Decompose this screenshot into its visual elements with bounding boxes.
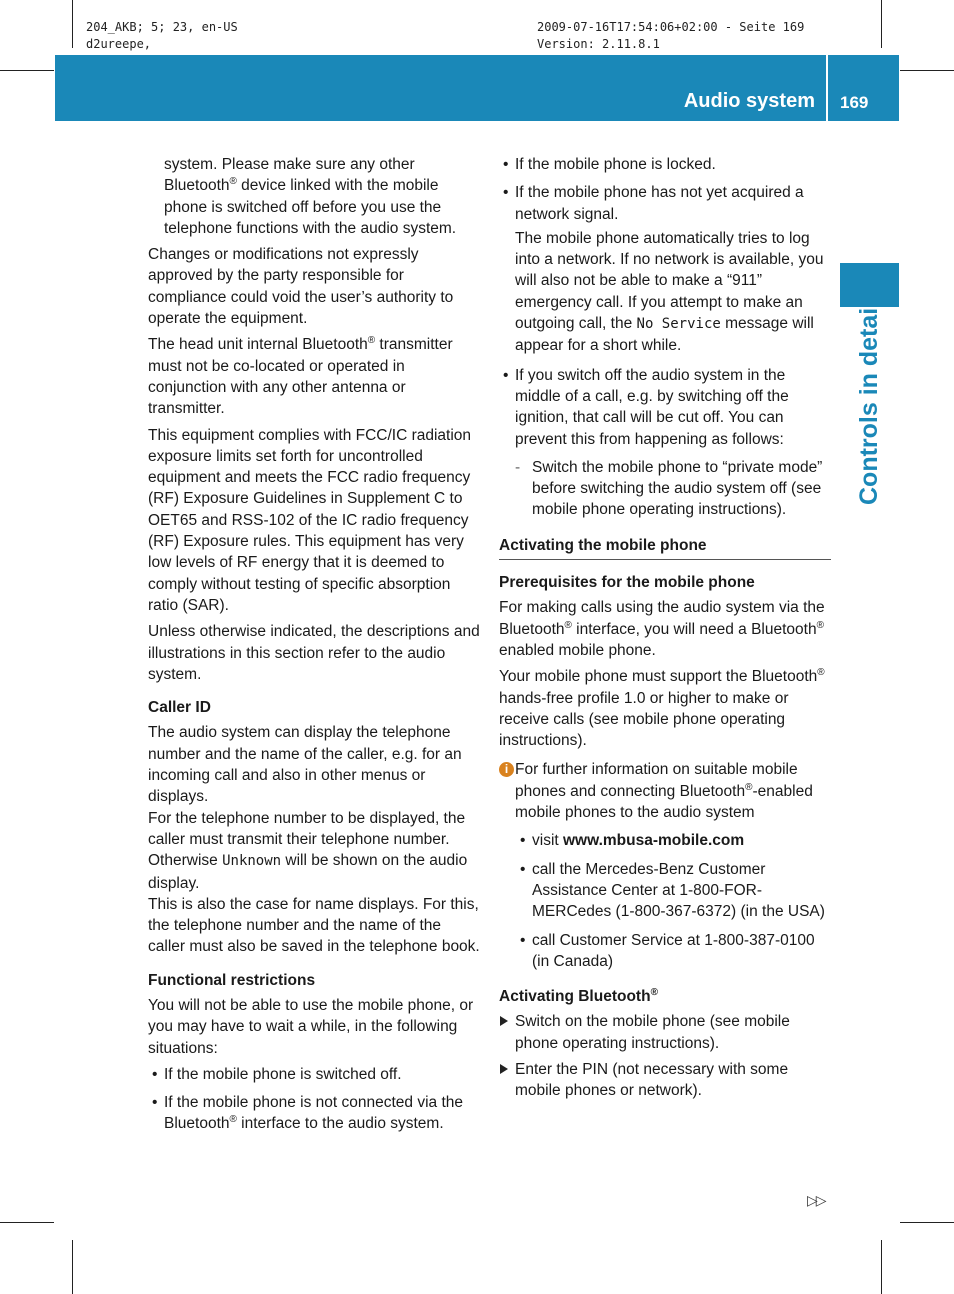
print-meta-left: 204_AKB; 5; 23, en-US d2ureepe, <box>86 20 238 51</box>
paragraph: Your mobile phone must support the Bluetooth® hands-free profile 1.0 or higher to make or receive calls (see mobile phone operating instructions). <box>499 667 825 750</box>
crop-mark <box>72 0 73 48</box>
page-number: 169 <box>840 93 869 112</box>
step-item: Enter the PIN (not necessary with some mobile phones or network). <box>499 1059 831 1102</box>
heading-activating-bluetooth: Activating Bluetooth® <box>499 986 658 1006</box>
crop-mark <box>900 70 954 71</box>
heading-caller-id: Caller ID <box>148 699 211 717</box>
crop-mark <box>0 1222 54 1223</box>
list-item: • call Customer Service at 1-800-387-0100 (in Canada) <box>520 931 815 970</box>
paragraph: This equipment complies with FCC/IC radiation exposure limits set forth for uncontrolled equipment and meets the FCC radio frequency (RF) Exposure Guidelines in Supplement C to OET65 and RSS-102 of the IC radio frequency (RF) Exposure rules. This equipment has very low levels of RF energy that it is deemed to comply without testing of specific absorption ratio (SAR). <box>148 426 472 614</box>
list-item: • If you switch off the audio system in the middle of a call, e.g. by switching off the ignition, that call will be cut off. You can prevent this from happening as follows: <box>503 366 789 448</box>
step-arrow-icon <box>500 1064 508 1074</box>
info-icon: i <box>499 762 514 777</box>
paragraph: Unless otherwise indicated, the descriptions and illustrations in this section refer to the audio system. <box>148 623 480 683</box>
crop-mark <box>881 1240 882 1294</box>
info-note: i For further information on suitable mobile phones and connecting Bluetooth®-enabled mobile phones to the audio system <box>499 759 831 823</box>
heading-functional-restrictions: Functional restrictions <box>148 971 316 989</box>
paragraph: For the telephone number to be displayed, the caller must transmit their telephone number. Otherwise Unknown will be shown on the audio display. <box>148 809 468 892</box>
list-item: • visit www.mbusa-mobile.com <box>520 832 745 850</box>
chapter-label: Controls in detail <box>855 300 883 505</box>
paragraph: Changes or modifications not expressly approved by the party responsible for compliance could void the user’s authority to operate the equipment. <box>148 246 454 328</box>
heading-prerequisites: Prerequisites for the mobile phone <box>499 574 755 592</box>
crop-mark <box>881 0 882 48</box>
list-item: • If the mobile phone is switched off. <box>152 1065 402 1083</box>
header-band <box>55 55 899 121</box>
paragraph: This is also the case for name displays. For this, the telephone number and the name of the caller must also be saved in the telephone book. <box>148 895 480 956</box>
crop-mark <box>0 70 54 71</box>
sub-list-item: - Switch the mobile phone to “private mode” before switching the audio system off (see mobile phone operating instructions). <box>515 458 823 519</box>
print-meta-right: 2009-07-16T17:54:06+02:00 - Seite 169 Version: 2.11.8.1 <box>537 20 805 51</box>
right-column <box>499 154 831 1107</box>
crop-mark <box>900 1222 954 1223</box>
list-item: • If the mobile phone has not yet acquired a network signal. <box>503 184 804 223</box>
header-divider <box>826 55 828 121</box>
list-item: • call the Mercedes-Benz Customer Assistance Center at 1-800-FOR-MERCedes (1-800-367-6372) (in the USA) <box>520 860 825 921</box>
website-link[interactable]: www.mbusa-mobile.com <box>563 832 745 850</box>
heading-activating-mobile-phone: Activating the mobile phone <box>499 535 831 560</box>
list-item: • If the mobile phone is locked. <box>503 156 716 173</box>
section-title: Audio system <box>683 90 815 112</box>
paragraph: The mobile phone automatically tries to log into a network. If no network is available, you will also not be able to make a “911” emergency call. If you attempt to make an outgoing call, the No Service message will appear for a short while. <box>515 229 824 355</box>
continue-arrows-icon: ▷▷ <box>807 1192 825 1208</box>
paragraph: The head unit internal Bluetooth® transmitter must not be co-located or operated in conjunction with any other antenna or transmitter. <box>148 335 453 418</box>
crop-mark <box>72 1240 73 1294</box>
left-column <box>148 154 480 1142</box>
paragraph: For making calls using the audio system via the Bluetooth® interface, you will need a Bluetooth® enabled mobile phone. <box>499 599 825 659</box>
list-item: • If the mobile phone is not connected via the Bluetooth® interface to the audio system. <box>152 1094 464 1133</box>
step-arrow-icon <box>500 1016 508 1026</box>
paragraph: system. Please make sure any other Bluetooth® device linked with the mobile phone is switched off before you use the telephone functions with the audio system. <box>164 156 457 237</box>
step-item: Switch on the mobile phone (see mobile phone operating instructions). <box>499 1011 831 1054</box>
paragraph: You will not be able to use the mobile phone, or you may have to wait a while, in the following situations: <box>148 996 474 1057</box>
paragraph: The audio system can display the telephone number and the name of the caller, e.g. for an incoming call and also in other menus or displays. <box>148 724 462 806</box>
